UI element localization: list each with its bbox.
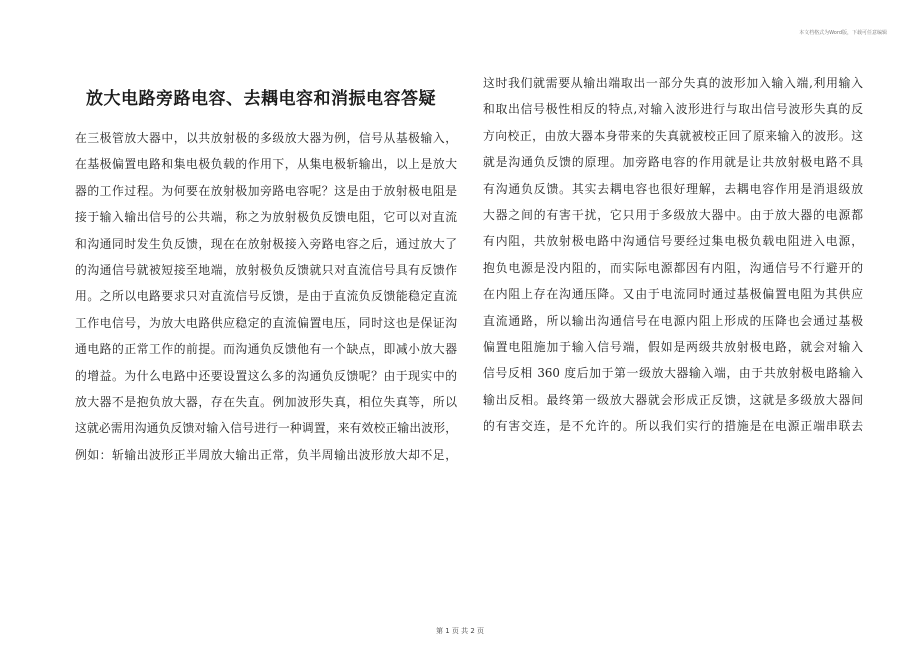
text-line: 方向校正，由放大器本身带来的失真就被校正回了原来输入的波形。这 [483,128,863,143]
left-column [75,125,457,468]
header-note: 本文档格式为Word版，下载可任意编辑 [799,30,887,36]
page-footer: 第 1 页 共 2 页 [435,627,485,635]
text-line: 放大器不是抱负放大器，存在失直。例加波形失真，相位失真等，所以 [75,394,457,409]
text-line: 工作电信号，为放大电路供应稳定的直流偏置电压，同时这也是保证沟 [75,315,457,330]
text-line: 的沟通信号就被短接至地端，放射极负反馈就只对直流信号具有反馈作 [75,262,457,277]
text-line: 的有害交连，是不允许的。所以我们实行的措施是在电源正端串联去 [483,419,863,434]
text-line: 用。之所以电路要求只对直流信号反馈，是由于直流负反馈能稳定直流 [75,289,457,304]
text-line: 偏置电阻施加于输入信号端，假如是两级共放射极电路，就会对输入 [483,339,863,354]
text-line: 有内阻，共放射极电路中沟通信号要经过集电极负载电阻进入电源， [483,234,863,249]
text-line: 通电路的正常工作的前提。而沟通负反馈他有一个缺点，即减小放大器 [75,342,457,357]
text-line: 在基极偏置电路和集电极负载的作用下，从集电极斩输出，以上是放大 [75,157,457,172]
text-line: 信号反相 360 度后加于第一级放大器输入端，由于共放射极电路输入 [483,366,863,381]
text-line: 输出反相。最终第一级放大器就会形成正反馈，这就是多级放大器间 [483,392,863,407]
text-line: 在内阻上存在沟通压降。又由于电流同时通过基极偏置电阻为其供应 [483,287,863,302]
right-column [483,70,863,439]
text-line: 例如：斩输出波形正半周放大输出正常，负半周输出波形放大却不足， [75,447,457,462]
text-line: 器的工作过程。为何要在放射极加旁路电容呢？这是由于放射极电阻是 [75,183,457,198]
text-line: 大器之间的有害干扰，它只用于多级放大器中。由于放大器的电源都 [483,207,863,222]
text-line: 有沟通负反馈。其实去耦电容也很好理解，去耦电容作用是消退级放 [483,181,863,196]
text-line: 接于输入输出信号的公共端，称之为放射极负反馈电阻，它可以对直流 [75,210,457,225]
text-line: 在三极管放大器中，以共放射极的多级放大器为例，信号从基极输入， [75,131,457,145]
document-title: 放大电路旁路电容、去耦电容和消振电容答疑 [86,89,436,109]
text-line: 这就必需用沟通负反馈对输入信号进行一种调置，来有效校正输出波形， [75,421,457,436]
text-line: 这时我们就需要从输出端取出一部分失真的波形加入输入端,利用输入 [483,76,863,90]
text-line: 直流通路，所以输出沟通信号在电源内阻上形成的压降也会通过基极 [483,313,863,328]
text-line: 抱负电源是没内阻的，而实际电源都因有内阻，沟通信号不行避开的 [483,260,863,275]
text-line: 就是沟通负反馈的原理。加旁路电容的作用就是让共放射极电路不具 [483,155,863,170]
text-line: 和沟通同时发生负反馈，现在在放射极接入旁路电容之后，通过放大了 [75,236,457,251]
text-line: 的增益。为什么电路中还要设置这么多的沟通负反馈呢？由于现实中的 [75,368,457,383]
text-line: 和取出信号极性相反的特点,对输入波形进行与取出信号波形失真的反 [483,102,863,117]
